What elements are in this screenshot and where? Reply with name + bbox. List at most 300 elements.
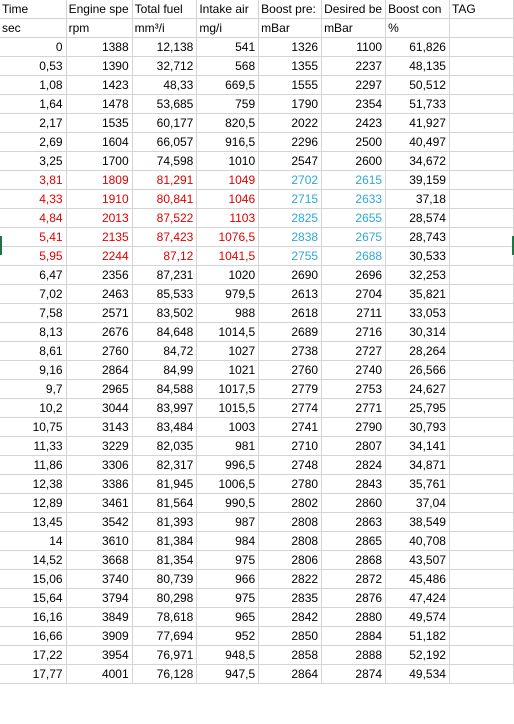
- data-cell[interactable]: 2843: [322, 475, 386, 494]
- data-cell[interactable]: 33,053: [386, 304, 450, 323]
- data-cell[interactable]: [449, 57, 513, 76]
- data-cell[interactable]: 2547: [259, 152, 322, 171]
- data-cell[interactable]: [449, 513, 513, 532]
- data-cell[interactable]: 35,761: [386, 475, 450, 494]
- data-cell[interactable]: 669,5: [197, 76, 259, 95]
- data-cell[interactable]: 2774: [259, 399, 322, 418]
- data-cell[interactable]: 1390: [66, 57, 132, 76]
- data-cell[interactable]: 41,927: [386, 114, 450, 133]
- data-cell[interactable]: 17,22: [0, 646, 66, 665]
- table-row: [0, 342, 514, 361]
- data-cell[interactable]: 2135: [66, 228, 132, 247]
- data-cell[interactable]: 2711: [322, 304, 386, 323]
- data-cell[interactable]: [449, 133, 513, 152]
- data-cell[interactable]: 2850: [259, 627, 322, 646]
- data-cell[interactable]: 2802: [259, 494, 322, 513]
- data-cell[interactable]: 2863: [322, 513, 386, 532]
- unit-cell[interactable]: [449, 19, 513, 38]
- data-cell[interactable]: 43,507: [386, 551, 450, 570]
- data-cell[interactable]: 13,45: [0, 513, 66, 532]
- data-cell[interactable]: 80,298: [132, 589, 197, 608]
- data-cell[interactable]: 16,16: [0, 608, 66, 627]
- data-cell[interactable]: 2753: [322, 380, 386, 399]
- data-cell[interactable]: 2633: [322, 190, 386, 209]
- column-header[interactable]: Boost con: [386, 0, 450, 19]
- data-cell[interactable]: 2835: [259, 589, 322, 608]
- data-cell[interactable]: 2771: [322, 399, 386, 418]
- data-cell[interactable]: 30,793: [386, 418, 450, 437]
- data-cell[interactable]: 8,13: [0, 323, 66, 342]
- data-cell[interactable]: 15,64: [0, 589, 66, 608]
- data-cell[interactable]: 45,486: [386, 570, 450, 589]
- data-cell[interactable]: 82,317: [132, 456, 197, 475]
- data-cell[interactable]: 76,128: [132, 665, 197, 684]
- data-cell[interactable]: 52,192: [386, 646, 450, 665]
- data-cell[interactable]: 2888: [322, 646, 386, 665]
- data-cell[interactable]: 83,997: [132, 399, 197, 418]
- data-cell[interactable]: 38,549: [386, 513, 450, 532]
- data-cell[interactable]: 1017,5: [197, 380, 259, 399]
- data-cell[interactable]: 84,72: [132, 342, 197, 361]
- data-cell[interactable]: 1326: [259, 38, 322, 57]
- data-cell[interactable]: 51,182: [386, 627, 450, 646]
- data-cell[interactable]: 9,7: [0, 380, 66, 399]
- data-cell[interactable]: 5,41: [0, 228, 66, 247]
- data-cell[interactable]: 3461: [66, 494, 132, 513]
- data-cell[interactable]: 80,841: [132, 190, 197, 209]
- data-cell[interactable]: [449, 494, 513, 513]
- data-cell[interactable]: 83,502: [132, 304, 197, 323]
- data-cell[interactable]: 2808: [259, 513, 322, 532]
- data-cell[interactable]: 87,12: [132, 247, 197, 266]
- data-cell[interactable]: 10,2: [0, 399, 66, 418]
- data-cell[interactable]: 80,739: [132, 570, 197, 589]
- data-cell[interactable]: 49,574: [386, 608, 450, 627]
- data-cell[interactable]: 15,06: [0, 570, 66, 589]
- data-cell[interactable]: 987: [197, 513, 259, 532]
- data-cell[interactable]: 1041,5: [197, 247, 259, 266]
- data-cell[interactable]: 2740: [322, 361, 386, 380]
- data-cell[interactable]: 83,484: [132, 418, 197, 437]
- table-row: [0, 57, 514, 76]
- data-cell[interactable]: 966: [197, 570, 259, 589]
- data-cell[interactable]: [449, 228, 513, 247]
- data-cell[interactable]: 40,497: [386, 133, 450, 152]
- data-cell[interactable]: 7,58: [0, 304, 66, 323]
- data-cell[interactable]: 28,743: [386, 228, 450, 247]
- data-cell[interactable]: 1006,5: [197, 475, 259, 494]
- data-cell[interactable]: 2423: [322, 114, 386, 133]
- data-cell[interactable]: 2676: [66, 323, 132, 342]
- data-cell[interactable]: 1535: [66, 114, 132, 133]
- data-cell[interactable]: 16,66: [0, 627, 66, 646]
- data-cell[interactable]: 2715: [259, 190, 322, 209]
- data-cell[interactable]: 981: [197, 437, 259, 456]
- data-cell[interactable]: 2618: [259, 304, 322, 323]
- data-cell[interactable]: 35,821: [386, 285, 450, 304]
- data-cell[interactable]: 1049: [197, 171, 259, 190]
- data-cell[interactable]: 81,564: [132, 494, 197, 513]
- table-row: [0, 475, 514, 494]
- data-cell[interactable]: 37,04: [386, 494, 450, 513]
- data-cell[interactable]: 9,16: [0, 361, 66, 380]
- data-cell[interactable]: 3794: [66, 589, 132, 608]
- data-cell[interactable]: [449, 323, 513, 342]
- data-cell[interactable]: 37,18: [386, 190, 450, 209]
- data-cell[interactable]: 14: [0, 532, 66, 551]
- data-cell[interactable]: 3143: [66, 418, 132, 437]
- data-cell[interactable]: 3044: [66, 399, 132, 418]
- data-cell[interactable]: 87,522: [132, 209, 197, 228]
- table-row: [0, 133, 514, 152]
- data-cell[interactable]: 1076,5: [197, 228, 259, 247]
- data-cell[interactable]: 990,5: [197, 494, 259, 513]
- data-cell[interactable]: 8,61: [0, 342, 66, 361]
- data-cell[interactable]: 2613: [259, 285, 322, 304]
- table-row: [0, 627, 514, 646]
- data-cell[interactable]: [449, 190, 513, 209]
- data-cell[interactable]: [449, 589, 513, 608]
- data-cell[interactable]: 2675: [322, 228, 386, 247]
- data-cell[interactable]: [449, 551, 513, 570]
- data-cell[interactable]: 34,672: [386, 152, 450, 171]
- data-cell[interactable]: 1010: [197, 152, 259, 171]
- data-cell[interactable]: 2872: [322, 570, 386, 589]
- table-row: [0, 665, 514, 684]
- data-cell[interactable]: 1910: [66, 190, 132, 209]
- data-cell[interactable]: 61,826: [386, 38, 450, 57]
- table-row: [0, 494, 514, 513]
- data-cell[interactable]: 3668: [66, 551, 132, 570]
- data-cell[interactable]: 820,5: [197, 114, 259, 133]
- data-cell[interactable]: 916,5: [197, 133, 259, 152]
- data-cell[interactable]: [449, 304, 513, 323]
- data-cell[interactable]: 1020: [197, 266, 259, 285]
- data-cell[interactable]: 541: [197, 38, 259, 57]
- data-cell[interactable]: 2822: [259, 570, 322, 589]
- data-cell[interactable]: 975: [197, 551, 259, 570]
- data-cell[interactable]: 2790: [322, 418, 386, 437]
- data-cell[interactable]: 1700: [66, 152, 132, 171]
- data-cell[interactable]: 2760: [259, 361, 322, 380]
- data-cell[interactable]: 3,25: [0, 152, 66, 171]
- data-cell[interactable]: 2864: [259, 665, 322, 684]
- data-cell[interactable]: 84,588: [132, 380, 197, 399]
- data-cell[interactable]: 30,533: [386, 247, 450, 266]
- data-cell[interactable]: 1021: [197, 361, 259, 380]
- data-cell[interactable]: 2655: [322, 209, 386, 228]
- data-cell[interactable]: 40,708: [386, 532, 450, 551]
- data-cell[interactable]: 3386: [66, 475, 132, 494]
- data-cell[interactable]: 2615: [322, 171, 386, 190]
- data-cell[interactable]: 1809: [66, 171, 132, 190]
- table-row: [0, 95, 514, 114]
- data-cell[interactable]: 3954: [66, 646, 132, 665]
- data-cell[interactable]: 34,141: [386, 437, 450, 456]
- data-cell[interactable]: 2013: [66, 209, 132, 228]
- data-cell[interactable]: 2,69: [0, 133, 66, 152]
- unit-cell[interactable]: mBar: [259, 19, 322, 38]
- data-cell[interactable]: [449, 380, 513, 399]
- data-cell[interactable]: 4001: [66, 665, 132, 684]
- data-cell[interactable]: 0: [0, 38, 66, 57]
- data-cell[interactable]: 2689: [259, 323, 322, 342]
- column-header[interactable]: Desired bе: [322, 0, 386, 19]
- data-cell[interactable]: 47,424: [386, 589, 450, 608]
- data-cell[interactable]: 1388: [66, 38, 132, 57]
- data-cell[interactable]: 2825: [259, 209, 322, 228]
- unit-cell[interactable]: mm³/i: [132, 19, 197, 38]
- data-cell[interactable]: 2710: [259, 437, 322, 456]
- data-cell[interactable]: 1423: [66, 76, 132, 95]
- data-cell[interactable]: 2354: [322, 95, 386, 114]
- data-cell[interactable]: 2864: [66, 361, 132, 380]
- data-cell[interactable]: 2748: [259, 456, 322, 475]
- data-cell[interactable]: 82,035: [132, 437, 197, 456]
- data-cell[interactable]: 2296: [259, 133, 322, 152]
- column-header[interactable]: TAG: [449, 0, 513, 19]
- data-cell[interactable]: 2463: [66, 285, 132, 304]
- table-row: [0, 513, 514, 532]
- data-cell[interactable]: 11,33: [0, 437, 66, 456]
- data-cell[interactable]: [449, 608, 513, 627]
- data-cell[interactable]: 2356: [66, 266, 132, 285]
- data-cell[interactable]: 2500: [322, 133, 386, 152]
- data-cell[interactable]: 5,95: [0, 247, 66, 266]
- unit-cell[interactable]: %: [386, 19, 450, 38]
- data-cell[interactable]: 2727: [322, 342, 386, 361]
- data-cell[interactable]: 3849: [66, 608, 132, 627]
- data-cell[interactable]: 3,81: [0, 171, 66, 190]
- data-cell[interactable]: 87,231: [132, 266, 197, 285]
- column-header[interactable]: Intake air: [197, 0, 259, 19]
- data-cell[interactable]: 1555: [259, 76, 322, 95]
- data-cell[interactable]: 1014,5: [197, 323, 259, 342]
- data-cell[interactable]: 979,5: [197, 285, 259, 304]
- data-cell[interactable]: 568: [197, 57, 259, 76]
- data-cell[interactable]: 1478: [66, 95, 132, 114]
- data-cell[interactable]: 3306: [66, 456, 132, 475]
- data-cell[interactable]: 30,314: [386, 323, 450, 342]
- data-cell[interactable]: 10,75: [0, 418, 66, 437]
- column-header[interactable]: Boost pre:: [259, 0, 322, 19]
- table-row: [0, 380, 514, 399]
- data-cell[interactable]: 2244: [66, 247, 132, 266]
- data-cell[interactable]: 39,159: [386, 171, 450, 190]
- data-cell[interactable]: 50,512: [386, 76, 450, 95]
- data-cell[interactable]: 1,08: [0, 76, 66, 95]
- data-cell[interactable]: [449, 38, 513, 57]
- data-cell[interactable]: 2824: [322, 456, 386, 475]
- data-cell[interactable]: 2858: [259, 646, 322, 665]
- data-cell[interactable]: 81,291: [132, 171, 197, 190]
- data-cell[interactable]: 2880: [322, 608, 386, 627]
- data-cell[interactable]: [449, 95, 513, 114]
- data-cell[interactable]: 2876: [322, 589, 386, 608]
- data-cell[interactable]: 49,534: [386, 665, 450, 684]
- data-cell[interactable]: [449, 570, 513, 589]
- data-cell[interactable]: 76,971: [132, 646, 197, 665]
- data-cell[interactable]: 85,533: [132, 285, 197, 304]
- data-cell[interactable]: 11,86: [0, 456, 66, 475]
- data-cell[interactable]: [449, 285, 513, 304]
- data-cell[interactable]: 996,5: [197, 456, 259, 475]
- data-cell[interactable]: 3542: [66, 513, 132, 532]
- column-header[interactable]: Total fuel: [132, 0, 197, 19]
- data-cell[interactable]: 988: [197, 304, 259, 323]
- column-header[interactable]: Time: [0, 0, 66, 19]
- data-cell[interactable]: 1604: [66, 133, 132, 152]
- data-cell[interactable]: 78,618: [132, 608, 197, 627]
- data-cell[interactable]: 975: [197, 589, 259, 608]
- data-cell[interactable]: 2807: [322, 437, 386, 456]
- data-cell[interactable]: 4,33: [0, 190, 66, 209]
- data-cell[interactable]: 2738: [259, 342, 322, 361]
- data-cell[interactable]: 3229: [66, 437, 132, 456]
- data-cell[interactable]: [449, 456, 513, 475]
- data-cell[interactable]: 60,177: [132, 114, 197, 133]
- data-cell[interactable]: [449, 665, 513, 684]
- data-cell[interactable]: 2868: [322, 551, 386, 570]
- data-cell[interactable]: 2884: [322, 627, 386, 646]
- data-cell[interactable]: 1027: [197, 342, 259, 361]
- data-cell[interactable]: [449, 114, 513, 133]
- data-cell[interactable]: 2808: [259, 532, 322, 551]
- data-cell[interactable]: [449, 532, 513, 551]
- data-cell[interactable]: 1,64: [0, 95, 66, 114]
- data-cell[interactable]: 81,354: [132, 551, 197, 570]
- data-cell[interactable]: 2780: [259, 475, 322, 494]
- data-cell[interactable]: 965: [197, 608, 259, 627]
- data-cell[interactable]: 25,795: [386, 399, 450, 418]
- data-cell[interactable]: 2237: [322, 57, 386, 76]
- data-cell[interactable]: 948,5: [197, 646, 259, 665]
- column-header[interactable]: Engine spe: [66, 0, 132, 19]
- data-cell[interactable]: 87,423: [132, 228, 197, 247]
- data-cell[interactable]: 12,138: [132, 38, 197, 57]
- data-cell[interactable]: 17,77: [0, 665, 66, 684]
- data-cell[interactable]: 2716: [322, 323, 386, 342]
- data-cell[interactable]: 984: [197, 532, 259, 551]
- data-cell[interactable]: 2696: [322, 266, 386, 285]
- data-cell[interactable]: 4,84: [0, 209, 66, 228]
- data-cell[interactable]: 7,02: [0, 285, 66, 304]
- data-cell[interactable]: 2022: [259, 114, 322, 133]
- data-cell[interactable]: [449, 266, 513, 285]
- unit-cell[interactable]: sec: [0, 19, 66, 38]
- data-cell[interactable]: [449, 475, 513, 494]
- data-cell[interactable]: 1046: [197, 190, 259, 209]
- data-cell[interactable]: 12,38: [0, 475, 66, 494]
- data-cell[interactable]: [449, 342, 513, 361]
- data-cell[interactable]: 81,945: [132, 475, 197, 494]
- data-cell[interactable]: 12,89: [0, 494, 66, 513]
- data-cell[interactable]: 2842: [259, 608, 322, 627]
- data-cell[interactable]: 2838: [259, 228, 322, 247]
- data-cell[interactable]: [449, 209, 513, 228]
- data-cell[interactable]: 2865: [322, 532, 386, 551]
- data-cell[interactable]: 3610: [66, 532, 132, 551]
- unit-cell[interactable]: mBar: [322, 19, 386, 38]
- data-cell[interactable]: 1790: [259, 95, 322, 114]
- data-cell[interactable]: 32,712: [132, 57, 197, 76]
- data-cell[interactable]: 2702: [259, 171, 322, 190]
- data-cell[interactable]: 84,99: [132, 361, 197, 380]
- data-cell[interactable]: 51,733: [386, 95, 450, 114]
- data-cell[interactable]: 1100: [322, 38, 386, 57]
- data-cell[interactable]: [449, 646, 513, 665]
- data-cell[interactable]: 1103: [197, 209, 259, 228]
- unit-cell[interactable]: mg/i: [197, 19, 259, 38]
- data-cell[interactable]: 66,057: [132, 133, 197, 152]
- data-cell[interactable]: 2688: [322, 247, 386, 266]
- data-cell[interactable]: 2297: [322, 76, 386, 95]
- data-cell[interactable]: [449, 171, 513, 190]
- data-cell[interactable]: [449, 627, 513, 646]
- data-cell[interactable]: 84,648: [132, 323, 197, 342]
- data-cell[interactable]: 24,627: [386, 380, 450, 399]
- data-cell[interactable]: 2779: [259, 380, 322, 399]
- data-cell[interactable]: 2965: [66, 380, 132, 399]
- data-cell[interactable]: 2,17: [0, 114, 66, 133]
- data-cell[interactable]: 0,53: [0, 57, 66, 76]
- data-cell[interactable]: 34,871: [386, 456, 450, 475]
- data-cell[interactable]: [449, 247, 513, 266]
- data-cell[interactable]: 2704: [322, 285, 386, 304]
- data-cell[interactable]: 952: [197, 627, 259, 646]
- data-cell[interactable]: 2571: [66, 304, 132, 323]
- data-cell[interactable]: 3740: [66, 570, 132, 589]
- data-cell[interactable]: 28,264: [386, 342, 450, 361]
- data-cell[interactable]: 2860: [322, 494, 386, 513]
- data-cell[interactable]: 14,52: [0, 551, 66, 570]
- data-cell[interactable]: 74,598: [132, 152, 197, 171]
- data-cell[interactable]: [449, 361, 513, 380]
- data-cell[interactable]: 759: [197, 95, 259, 114]
- data-cell[interactable]: [449, 437, 513, 456]
- data-cell[interactable]: 32,253: [386, 266, 450, 285]
- data-cell[interactable]: 2760: [66, 342, 132, 361]
- data-cell[interactable]: 2600: [322, 152, 386, 171]
- data-cell[interactable]: 1355: [259, 57, 322, 76]
- data-cell[interactable]: 1003: [197, 418, 259, 437]
- data-cell[interactable]: 77,694: [132, 627, 197, 646]
- data-cell[interactable]: 6,47: [0, 266, 66, 285]
- data-cell[interactable]: 2755: [259, 247, 322, 266]
- data-cell[interactable]: 48,135: [386, 57, 450, 76]
- data-cell[interactable]: 2741: [259, 418, 322, 437]
- data-cell[interactable]: 947,5: [197, 665, 259, 684]
- data-cell[interactable]: 3909: [66, 627, 132, 646]
- data-cell[interactable]: 53,685: [132, 95, 197, 114]
- data-cell[interactable]: 1015,5: [197, 399, 259, 418]
- data-cell[interactable]: [449, 418, 513, 437]
- data-cell[interactable]: 28,574: [386, 209, 450, 228]
- data-cell[interactable]: 26,566: [386, 361, 450, 380]
- data-cell[interactable]: 81,393: [132, 513, 197, 532]
- table-row: [0, 361, 514, 380]
- data-cell[interactable]: 81,384: [132, 532, 197, 551]
- data-cell[interactable]: [449, 399, 513, 418]
- data-cell[interactable]: [449, 76, 513, 95]
- data-cell[interactable]: 2690: [259, 266, 322, 285]
- data-cell[interactable]: [449, 152, 513, 171]
- data-cell[interactable]: 2806: [259, 551, 322, 570]
- data-cell[interactable]: 48,33: [132, 76, 197, 95]
- unit-cell[interactable]: rpm: [66, 19, 132, 38]
- table-row: [0, 247, 514, 266]
- data-cell[interactable]: 2874: [322, 665, 386, 684]
